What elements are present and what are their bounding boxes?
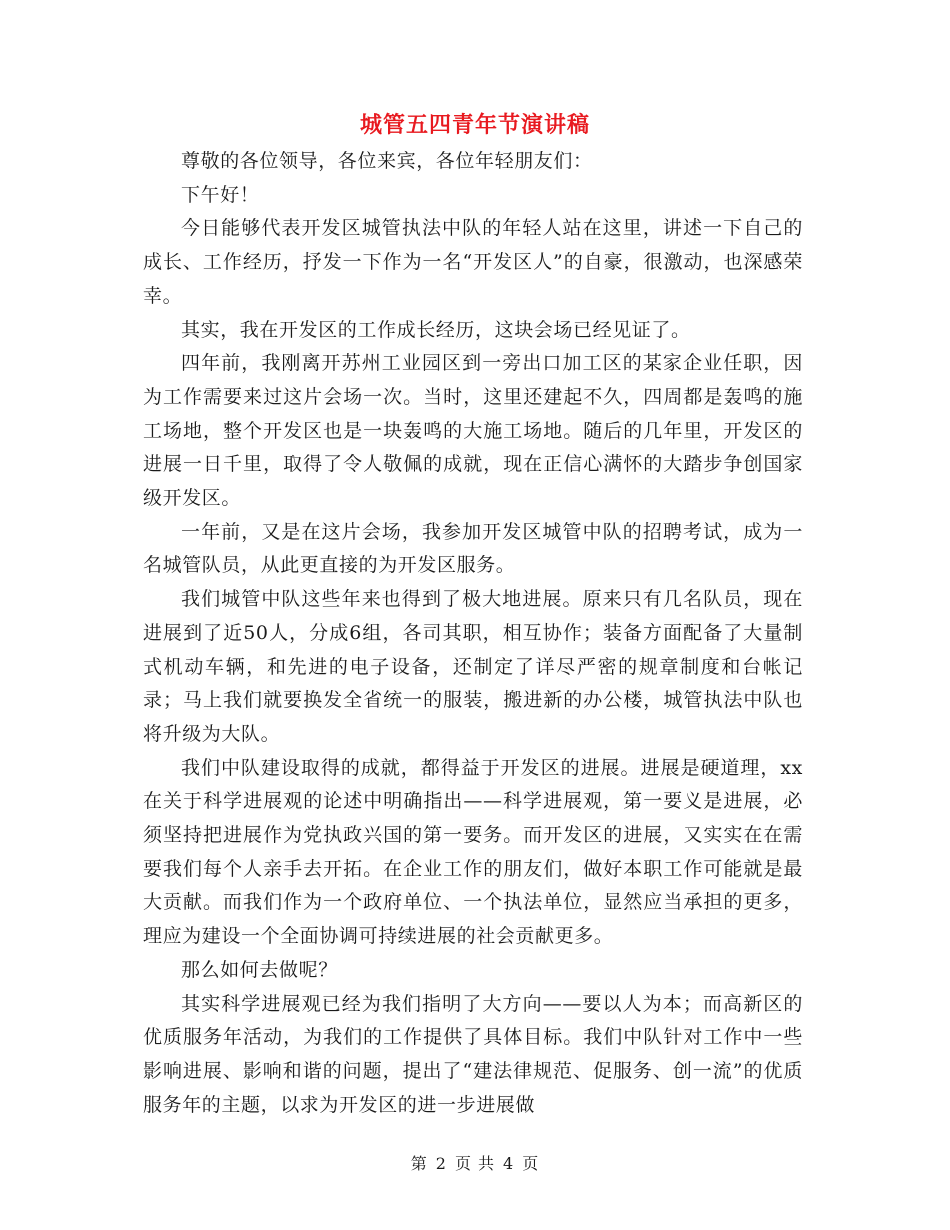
paragraph: 其实科学进展观已经为我们指明了大方向——要以人为本；而高新区的优质服务年活动，为我们的工作提供了具体目标。我们中队针对工作中一些影响进展、影响和谐的问题，提出了“建法律规范、促服务、创一流”的优质服务年的主题，以求为开发区的进一步进展做 bbox=[143, 992, 803, 1116]
footer-middle: 页 共 bbox=[454, 1154, 496, 1173]
paragraph: 今日能够代表开发区城管执法中队的年轻人站在这里，讲述一下自己的成长、工作经历，抒发一下作为一名“开发区人”的自豪，很激动，也深感荣幸。 bbox=[143, 217, 803, 307]
document-body bbox=[143, 145, 803, 1122]
paragraph: 其实，我在开发区的工作成长经历，这块会场已经见证了。 bbox=[181, 318, 691, 341]
document-title: 城管五四青年节演讲稿 bbox=[359, 112, 590, 138]
paragraph: 我们城管中队这些年来也得到了极大地进展。原来只有几名队员，现在进展到了近50人，分成6组，各司其职，相互协作；装备方面配备了大量制式机动车辆，和先进的电子设备，还制定了详尽严密的规章制度和台帐记录；马上我们就要换发全省统一的服装，搬进新的办公楼，城管执法中队也将升级为大队。 bbox=[143, 588, 803, 745]
footer-current-page: 2 bbox=[435, 1154, 447, 1173]
paragraph-salutation: 尊敬的各位领导，各位来宾，各位年轻朋友们： bbox=[181, 150, 593, 172]
paragraph: 那么如何去做呢？ bbox=[181, 958, 338, 981]
paragraph: 一年前，又是在这片会场，我参加开发区城管中队的招聘考试，成为一名城管队员，从此更直接的为开发区服务。 bbox=[143, 520, 803, 577]
paragraph-greeting: 下午好！ bbox=[181, 183, 260, 206]
footer-suffix: 页 bbox=[522, 1154, 540, 1173]
paragraph: 四年前，我刚离开苏州工业园区到一旁出口加工区的某家企业任职，因为工作需要来过这片会场一次。当时，这里还建起不久，四周都是轰鸣的施工场地，整个开发区也是一块轰鸣的大施工场地。随后的几年里，开发区的进展一日千里，取得了令人敬佩的成就，现在正信心满怀的大踏步争创国家级开发区。 bbox=[143, 352, 803, 510]
page-footer bbox=[0, 1152, 950, 1176]
footer-total-pages: 4 bbox=[503, 1154, 515, 1173]
footer-prefix: 第 bbox=[410, 1154, 428, 1173]
paragraph: 我们中队建设取得的成就，都得益于开发区的进展。进展是硬道理，xx在关于科学进展观的论述中明确指出——科学进展观，第一要义是进展，必须坚持把进展作为党执政兴国的第一要务。而开发区的进展，又实实在在需要我们每个人亲手去开拓。在企业工作的朋友们，做好本职工作可能就是最大贡献。而我们作为一个政府单位、一个执法单位，显然应当承担的更多，理应为建设一个全面协调可持续进展的社会贡献更多。 bbox=[143, 756, 803, 948]
